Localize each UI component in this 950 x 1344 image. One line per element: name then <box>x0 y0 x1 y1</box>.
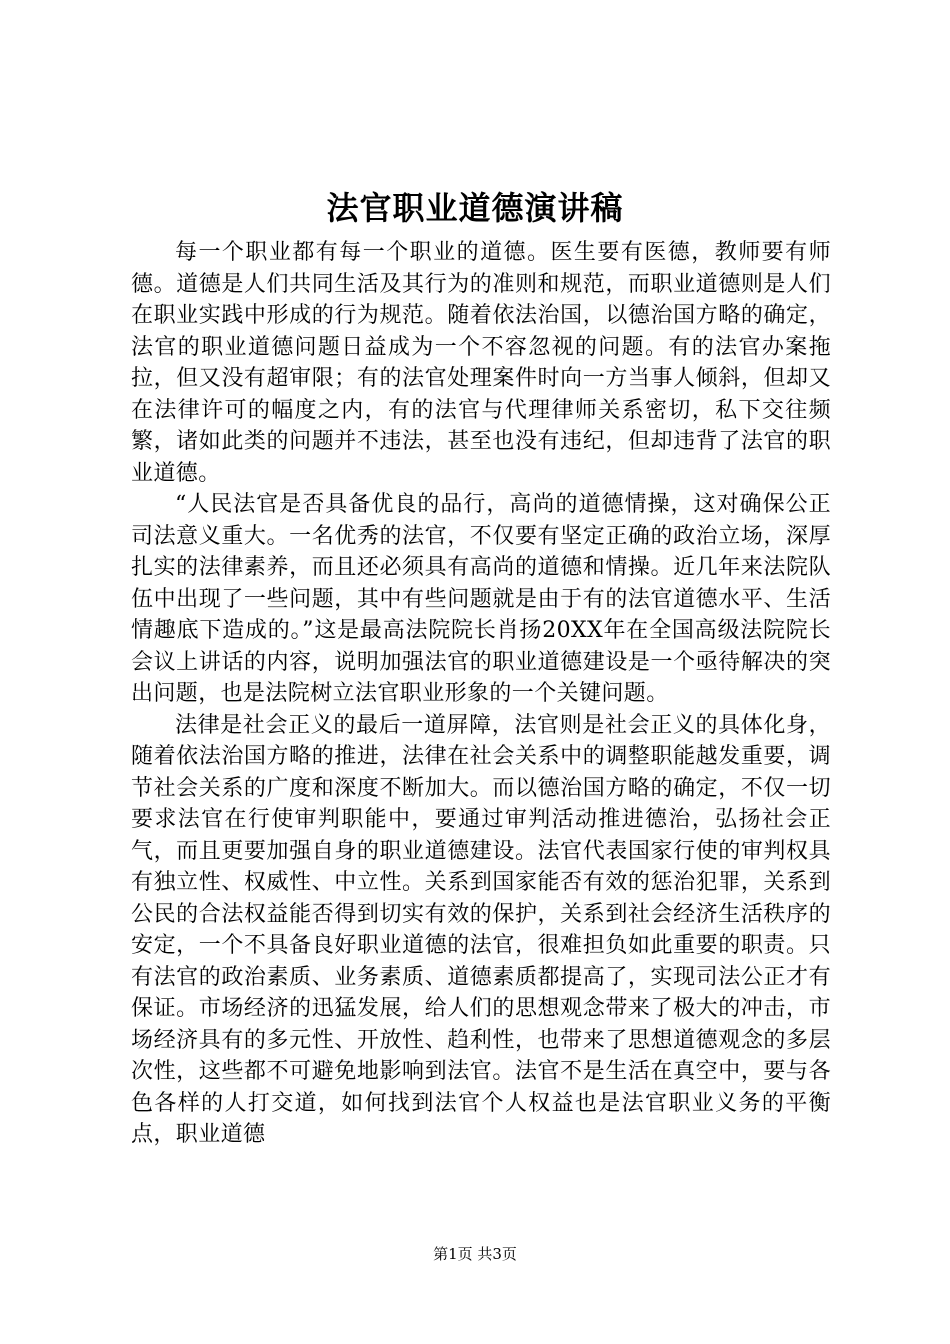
paragraph: 每一个职业都有每一个职业的道德。医生要有医德，教师要有师德。道德是人们共同生活及其行为的准则和规范，而职业道德则是人们在职业实践中形成的行为规范。随着依法治国，以德治国方略的确定，法官的职业道德问题日益成为一个不容忽视的问题。有的法官办案拖拉，但又没有超审限；有的法官处理案件时向一方当事人倾斜，但却又在法律许可的幅度之内，有的法官与代理律师关系密切，私下交往频繁，诸如此类的问题并不违法，甚至也没有违纪，但却违背了法官的职业道德。 <box>131 240 831 486</box>
paragraph: “人民法官是否具备优良的品行，高尚的道德情操，这对确保公正司法意义重大。一名优秀的法官，不仅要有坚定正确的政治立场，深厚扎实的法律素养，而且还必须具有高尚的道德和情操。近几年来法院队伍中出现了一些问题，其中有些问题就是由于有的法官道德水平、生活情趣底下造成的。”这是最高法院院长肖扬20XX年在全国高级法院院长会议上讲话的内容，说明加强法官的职业道德建设是一个亟待解决的突出问题，也是法院树立法官职业形象的一个关键问题。 <box>131 492 831 706</box>
page-number-footer: 第1页 共3页 <box>433 1245 517 1263</box>
document-title: 法官职业道德演讲稿 <box>326 189 624 227</box>
paragraph: 法律是社会正义的最后一道屏障，法官则是社会正义的具体化身，随着依法治国方略的推进，法律在社会关系中的调整职能越发重要，调节社会关系的广度和深度不断加大。而以德治国方略的确定，不仅一切要求法官在行使审判职能中，要通过审判活动推进德治，弘扬社会正气，而且更要加强自身的职业道德建设。法官代表国家行使的审判权具有独立性、权威性、中立性。关系到国家能否有效的惩治犯罪，关系到公民的合法权益能否得到切实有效的保护，关系到社会经济生活秩序的安定，一个不具备良好职业道德的法官，很难担负如此重要的职责。只有法官的政治素质、业务素质、道德素质都提高了，实现司法公正才有保证。市场经济的迅猛发展，给人们的思想观念带来了极大的冲击，市场经济具有的多元性、开放性、趋利性，也带来了思想道德观念的多层次性，这些都不可避免地影响到法官。法官不是生活在真空中，要与各色各样的人打交道，如何找到法官个人权益也是法官职业义务的平衡点，职业道德 <box>131 712 831 1147</box>
document-body <box>131 237 831 1151</box>
